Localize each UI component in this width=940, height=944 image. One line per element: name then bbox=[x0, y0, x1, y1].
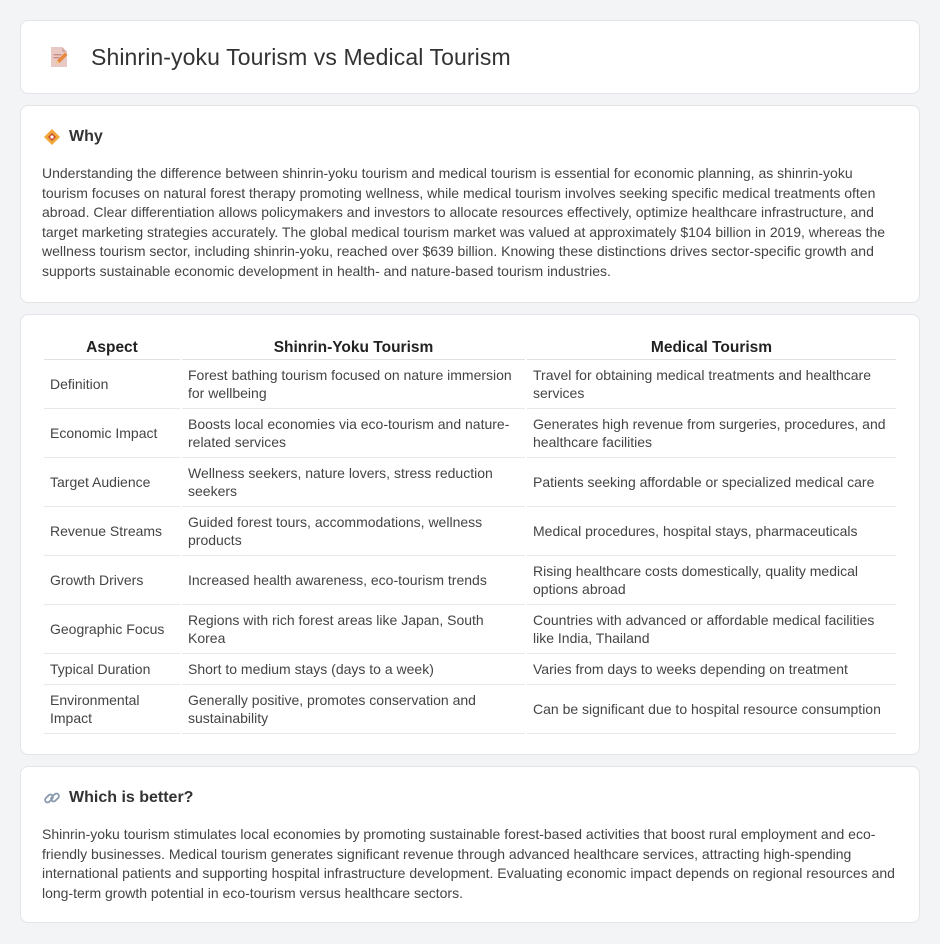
table-row bbox=[44, 685, 896, 734]
which-heading-label: Which is better? bbox=[69, 789, 194, 806]
shinrin-yoku-cell: Regions with rich forest areas like Japan, South Korea bbox=[182, 605, 525, 654]
aspect-cell: Growth Drivers bbox=[44, 556, 180, 605]
table-row bbox=[44, 507, 896, 556]
header-card bbox=[20, 20, 920, 94]
column-header-shinrin-yoku: Shinrin-Yoku Tourism bbox=[182, 333, 525, 360]
link-icon bbox=[43, 789, 61, 807]
shinrin-yoku-cell: Increased health awareness, eco-tourism trends bbox=[182, 556, 525, 605]
which-heading bbox=[42, 789, 898, 807]
medical-cell: Travel for obtaining medical treatments and healthcare services bbox=[527, 360, 896, 409]
table-header-row bbox=[44, 333, 896, 360]
aspect-cell: Environmental Impact bbox=[44, 685, 180, 734]
medical-cell: Rising healthcare costs domestically, quality medical options abroad bbox=[527, 556, 896, 605]
table-row bbox=[44, 605, 896, 654]
medical-cell: Generates high revenue from surgeries, procedures, and healthcare facilities bbox=[527, 409, 896, 458]
comparison-table bbox=[42, 333, 898, 734]
medical-cell: Countries with advanced or affordable medical facilities like India, Thailand bbox=[527, 605, 896, 654]
diamond-warning-icon bbox=[43, 128, 61, 146]
shinrin-yoku-cell: Wellness seekers, nature lovers, stress reduction seekers bbox=[182, 458, 525, 507]
why-section bbox=[20, 105, 920, 303]
table-row bbox=[44, 360, 896, 409]
medical-cell: Medical procedures, hospital stays, pharmaceuticals bbox=[527, 507, 896, 556]
page-title: Shinrin-yoku Tourism vs Medical Tourism bbox=[91, 43, 511, 70]
aspect-cell: Target Audience bbox=[44, 458, 180, 507]
medical-cell: Patients seeking affordable or specialized medical care bbox=[527, 458, 896, 507]
which-section bbox=[20, 766, 920, 923]
which-paragraph: Shinrin-yoku tourism stimulates local economies by promoting sustainable forest-based activities that boost rural employment and eco-friendly businesses. Medical tourism generates significant revenue through advanced healthcare services, attracting high-spending international patients and supporting hospital infrastructure development. Evaluating economic impact depends on regional resources and long-term growth potential in eco-tourism versus healthcare sectors. bbox=[42, 826, 895, 901]
column-header-medical: Medical Tourism bbox=[527, 333, 896, 360]
shinrin-yoku-cell: Short to medium stays (days to a week) bbox=[182, 654, 525, 685]
medical-cell: Can be significant due to hospital resource consumption bbox=[527, 685, 896, 734]
aspect-cell: Typical Duration bbox=[44, 654, 180, 685]
aspect-cell: Revenue Streams bbox=[44, 507, 180, 556]
why-heading-label: Why bbox=[69, 128, 103, 145]
table-row bbox=[44, 458, 896, 507]
table-row bbox=[44, 556, 896, 605]
table-row bbox=[44, 409, 896, 458]
table-row bbox=[44, 654, 896, 685]
comparison-table-card bbox=[20, 314, 920, 755]
document-pencil-icon bbox=[47, 45, 71, 69]
medical-cell: Varies from days to weeks depending on treatment bbox=[527, 654, 896, 685]
why-heading bbox=[42, 128, 898, 146]
aspect-cell: Geographic Focus bbox=[44, 605, 180, 654]
aspect-cell: Economic Impact bbox=[44, 409, 180, 458]
shinrin-yoku-cell: Generally positive, promotes conservation and sustainability bbox=[182, 685, 525, 734]
aspect-cell: Definition bbox=[44, 360, 180, 409]
column-header-aspect: Aspect bbox=[44, 333, 180, 360]
shinrin-yoku-cell: Guided forest tours, accommodations, wellness products bbox=[182, 507, 525, 556]
why-paragraph: Understanding the difference between shinrin-yoku tourism and medical tourism is essential for economic planning, as shinrin-yoku tourism focuses on natural forest therapy promoting wellness, while medical tourism involves seeking specific medical treatments often abroad. Clear differentiation allows policymakers and investors to allocate resources effectively, optimize healthcare infrastructure, and target marketing strategies accurately. The global medical tourism market was valued at approximately $104 billion in 2019, whereas the wellness tourism sector, including shinrin-yoku, reached over $639 billion. Knowing these distinctions drives sector-specific growth and supports sustainable economic development in health- and nature-based tourism industries. bbox=[42, 165, 886, 279]
shinrin-yoku-cell: Boosts local economies via eco-tourism and nature-related services bbox=[182, 409, 525, 458]
shinrin-yoku-cell: Forest bathing tourism focused on nature immersion for wellbeing bbox=[182, 360, 525, 409]
